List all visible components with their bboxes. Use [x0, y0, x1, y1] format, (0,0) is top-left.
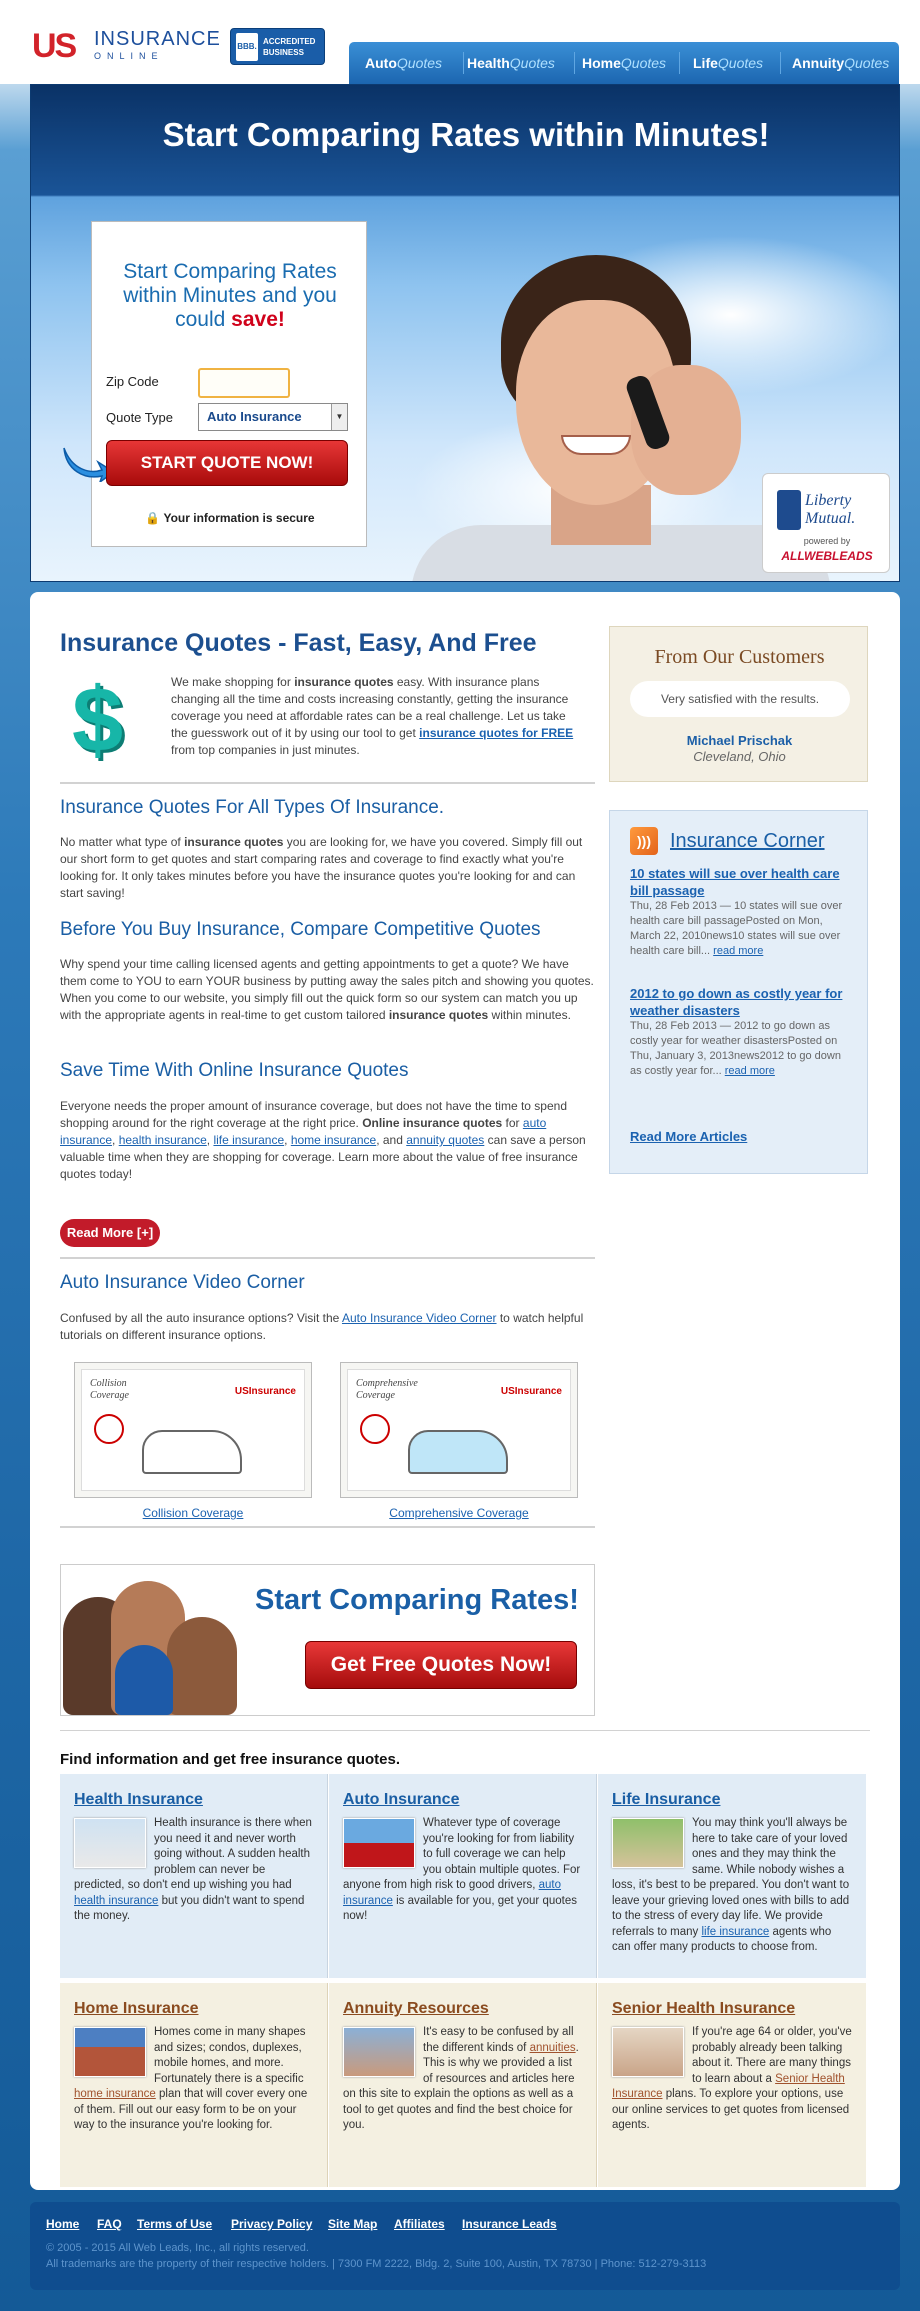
- footer-link-sitemap[interactable]: Site Map: [328, 2217, 378, 2231]
- grid-cell-annuity: Annuity Resources It's easy to be confused by all the different kinds of annuities. This is why we provided a list of resources and articles here on this site to explain the options as well as a tool to get quotes and find the best choice for you.: [329, 1983, 597, 2187]
- footer-link-home[interactable]: Home: [46, 2217, 80, 2231]
- annuities-inline-link[interactable]: annuities: [529, 2041, 576, 2054]
- article-item: [630, 865, 852, 959]
- footer-copyright: [46, 2240, 886, 2272]
- dollar-icon: $: [72, 669, 124, 771]
- intro-paragraph: We make shopping for insurance quotes easy. With insurance plans changing all the time and costs increasing constantly, getting the insurance coverage you need at affordable rates can be a real challenge. Let us take the guesswork out of it by using our tool to get insurance quotes for FREE from top companies in just minutes.: [171, 675, 574, 757]
- footer-link-privacy[interactable]: Privacy Policy: [231, 2217, 313, 2231]
- article-read-more[interactable]: read more: [724, 1065, 775, 1077]
- annuity-quotes-link[interactable]: annuity quotes: [406, 1133, 485, 1147]
- logo-us: US: [32, 27, 76, 65]
- nav-home-sub: Quotes: [620, 55, 667, 71]
- divider: [60, 1526, 595, 1528]
- nav-home-quotes[interactable]: [582, 42, 666, 84]
- site-footer: [30, 2202, 900, 2290]
- footer-link-affiliates[interactable]: Affiliates: [394, 2217, 445, 2231]
- quote-form: [91, 221, 367, 547]
- testimonial-city: Cleveland, Ohio: [693, 749, 786, 764]
- home-insurance-inline-link[interactable]: home insurance: [74, 2088, 156, 2100]
- auto-insurance-inline-link[interactable]: auto insurance: [343, 1879, 561, 1907]
- divider: [60, 1730, 870, 1731]
- nav-health-sub: Quotes: [509, 55, 555, 71]
- find-info-heading: Find information and get free insurance quotes.: [60, 1751, 401, 1768]
- page-title: Insurance Quotes - Fast, Easy, And Free: [60, 629, 537, 657]
- no-sign-icon: [94, 1414, 124, 1444]
- car-icon: [142, 1430, 242, 1474]
- nav-life-sub: Quotes: [717, 55, 764, 71]
- section-title: Before You Buy Insurance, Compare Competitive Quotes: [60, 919, 541, 940]
- logo-insurance: INSURANCE: [94, 28, 221, 50]
- bbb-text: ACCREDITED BUSINESS: [263, 37, 316, 57]
- nav-auto-sub: Quotes: [396, 55, 443, 71]
- nav-life-label: Life: [693, 55, 718, 71]
- grid-cell-auto: Auto Insurance Whatever type of coverage you're looking for from liability to full coverage we can help you obtain multiple quotes. For anyone from high risk to good drivers, auto insurance is available for you, get your quotes now!: [329, 1774, 597, 1978]
- no-sign-icon: [360, 1414, 390, 1444]
- life-insurance-link[interactable]: life insurance: [213, 1133, 285, 1147]
- footer-link-insurance-leads[interactable]: Insurance Leads: [462, 2217, 557, 2231]
- section-title: Save Time With Online Insurance Quotes: [60, 1060, 409, 1081]
- article-title-link[interactable]: 10 states will sue over health care bill passage: [630, 866, 840, 898]
- grid-cell-home: Home Insurance Homes come in many shapes and sizes; condos, duplexes, mobile homes, and more. Fortunately there is a specific home insurance plan that will cover every one of them. Fill out our easy form to be on your way to the insurance you're looking for.: [60, 1983, 328, 2187]
- auto-insurance-title[interactable]: Auto Insurance: [343, 1791, 460, 1808]
- logo-online: ONLINE: [94, 51, 164, 61]
- liberty-mutual-icon: [777, 490, 801, 530]
- insurance-corner-title[interactable]: Insurance Corner: [670, 830, 825, 852]
- video-corner-paragraph: Confused by all the auto insurance options? Visit the Auto Insurance Video Corner to watch helpful tutorials on different insurance options.: [60, 1311, 584, 1342]
- main-nav: [349, 42, 899, 84]
- partner-name: Liberty Mutual.: [805, 492, 856, 527]
- rss-icon[interactable]: ))): [630, 827, 658, 855]
- copyright-text: © 2005 - 2015 All Web Leads, Inc., all rights reserved.: [46, 2242, 309, 2254]
- quote-type-label: Quote Type: [106, 410, 173, 425]
- grid-cell-senior: Senior Health Insurance If you're age 64 or older, you've probably already been talking about it. There are many things to learn about a Senior Health Insurance plans. To explore your options, use our online services to get quotes from licensed agents.: [598, 1983, 866, 2187]
- seniors-image: [612, 2027, 684, 2077]
- save-highlight: save!: [231, 308, 285, 331]
- nav-annuity-label: Annuity: [792, 55, 845, 71]
- health-insurance-inline-link[interactable]: health insurance: [74, 1894, 159, 1907]
- section-paragraph: No matter what type of insurance quotes you are looking for, we have you covered. Simply fill out our short form to get quotes and start comparing rates and coverage to find exactly what you're looking for. It only takes minutes before you have the insurance quotes you're looking for and can start saving!: [60, 835, 583, 900]
- read-more-button[interactable]: Read More [+]: [60, 1219, 160, 1247]
- form-title: Start Comparing Rates within Minutes and you could save!: [123, 260, 337, 331]
- allwebleads-logo: ALLWEBLEADS: [781, 549, 873, 563]
- bbb-icon: BBB.: [236, 33, 258, 61]
- insurance-corner-box: [609, 810, 868, 1174]
- quote-type-select[interactable]: [198, 403, 348, 431]
- nav-home-label: Home: [582, 55, 621, 71]
- couple-image: [343, 2027, 415, 2077]
- article-excerpt: Thu, 28 Feb 2013 — 10 states will sue over health care bill passagePosted on Mon, March 22, 2010news10 states will sue over health care bill...: [630, 900, 843, 957]
- site-header: [0, 0, 920, 84]
- divider: [60, 1257, 595, 1259]
- testimonial-box: [609, 626, 868, 782]
- hero-banner: [30, 84, 900, 582]
- video-corner-title: Auto Insurance Video Corner: [60, 1272, 305, 1293]
- lock-icon: 🔒: [145, 511, 161, 525]
- secure-notice: 🔒 Your information is secure: [145, 511, 315, 525]
- life-insurance-title[interactable]: Life Insurance: [612, 1791, 721, 1808]
- nav-auto-quotes[interactable]: [365, 42, 442, 84]
- zip-code-label: Zip Code: [106, 374, 159, 389]
- testimonial-quote: Very satisfied with the results.: [630, 681, 850, 717]
- article-item: [630, 985, 852, 1079]
- thumb-heading: Comprehensive Coverage: [356, 1378, 418, 1401]
- testimonial-name: Michael Prischak: [686, 733, 793, 748]
- testimonial-title: From Our Customers: [654, 646, 825, 668]
- article-excerpt: Thu, 28 Feb 2013 — 2012 to go down as costly year for weather disastersPosted on Thu, January 3, 2013news2012 to go down as costly year for...: [630, 1020, 841, 1077]
- start-quote-button[interactable]: START QUOTE NOW!: [106, 440, 348, 486]
- nav-divider: [780, 52, 781, 74]
- thumb-logo: USInsurance: [500, 1386, 562, 1397]
- collision-video-thumbnail[interactable]: [74, 1362, 312, 1498]
- section-paragraph: Everyone needs the proper amount of insurance coverage, but does not have the time to spend shopping around for the right coverage at the right price. Online insurance quotes for auto insurance, health insurance, life insurance, home insurance, and annuity quotes can save a person valuable time when they are shopping for coverage. Learn more about the value of free insurance quotes today!: [60, 1099, 586, 1181]
- annuity-resources-title[interactable]: Annuity Resources: [343, 2000, 489, 2017]
- thumb-heading: Collision Coverage: [90, 1378, 129, 1401]
- nav-divider: [679, 52, 680, 74]
- article-title-link[interactable]: 2012 to go down as costly year for weather disasters: [630, 986, 843, 1018]
- nav-annuity-quotes[interactable]: [792, 42, 889, 84]
- nav-auto-label: Auto: [365, 55, 397, 71]
- bbb-badge[interactable]: [230, 28, 325, 65]
- section-title: Insurance Quotes For All Types Of Insurance.: [60, 797, 445, 818]
- family-image: [612, 1818, 684, 1868]
- cta-title: Start Comparing Rates!: [255, 1584, 579, 1616]
- collision-coverage-link[interactable]: Collision Coverage: [142, 1506, 244, 1520]
- comprehensive-coverage-link[interactable]: Comprehensive Coverage: [389, 1506, 529, 1520]
- footer-link-faq[interactable]: FAQ: [97, 2217, 122, 2231]
- video-corner-link[interactable]: Auto Insurance Video Corner: [341, 1311, 497, 1325]
- nav-annuity-sub: Quotes: [844, 55, 890, 71]
- grid-cell-life: Life Insurance You may think you'll always be here to take care of your loved ones and they may think the same. While nobody wishes a loss, it's best to be prepared. You don't want to leave your grieving loved ones with bills to add to the stress of every day life. We provide referrals to many life insurance agents who can offer many products to choose from.: [598, 1774, 866, 1978]
- powered-by-label: powered by: [803, 536, 851, 546]
- nav-health-label: Health: [467, 55, 510, 71]
- health-insurance-title[interactable]: Health Insurance: [74, 1791, 203, 1808]
- hero-title: Start Comparing Rates within Minutes!: [162, 116, 770, 153]
- home-insurance-title[interactable]: Home Insurance: [74, 2000, 199, 2017]
- cta-banner: [60, 1564, 595, 1716]
- health-insurance-link[interactable]: health insurance: [118, 1133, 207, 1147]
- family-photo: [63, 1579, 243, 1715]
- life-insurance-inline-link[interactable]: life insurance: [701, 1925, 770, 1938]
- divider: [60, 782, 595, 784]
- senior-health-title[interactable]: Senior Health Insurance: [612, 2000, 796, 2017]
- home-insurance-link[interactable]: home insurance: [290, 1133, 377, 1147]
- section-paragraph: Why spend your time calling licensed agents and getting appointments to get a quote? We have them come to YOU to earn YOUR business by putting away the sales pitch and showing you quotes. When you come to our website, you simply fill out the quick form so our system can match you up with the appropriate agents in real-time to get custom tailored insurance quotes within minutes.: [60, 957, 594, 1022]
- nav-divider: [574, 52, 575, 74]
- nav-health-quotes[interactable]: [467, 42, 555, 84]
- car-image: [343, 1818, 415, 1868]
- chevron-down-icon[interactable]: ▼: [331, 404, 347, 430]
- grid-cell-health: Health Insurance Health insurance is there when you need it and never worth going without. A sudden health problem can never be predicted, so don't end up wishing you had health insurance but you didn't want to spend the money.: [60, 1774, 328, 1978]
- senior-health-inline-link[interactable]: Senior Health Insurance: [612, 2072, 845, 2100]
- get-free-quotes-button[interactable]: Get Free Quotes Now!: [305, 1641, 577, 1689]
- trademark-text: All trademarks are the property of their respective holders. | 7300 FM 2222, Bldg. 2, Suite 100, Austin, TX 78730 | Phone: 512-279-3113: [46, 2258, 707, 2270]
- nav-life-quotes[interactable]: [693, 42, 763, 84]
- thumb-logo: USInsurance: [234, 1386, 296, 1397]
- quote-type-value: Auto Insurance: [207, 409, 302, 424]
- doctors-image: [74, 1818, 146, 1868]
- free-quotes-link[interactable]: insurance quotes for FREE: [419, 726, 574, 740]
- partner-badge: [762, 473, 890, 573]
- zip-code-input[interactable]: [198, 368, 290, 398]
- car-icon: [408, 1430, 508, 1474]
- article-read-more[interactable]: read more: [713, 945, 764, 957]
- comprehensive-video-thumbnail[interactable]: [340, 1362, 578, 1498]
- read-more-articles-link[interactable]: Read More Articles: [630, 1129, 748, 1144]
- main-content: [30, 592, 900, 2190]
- nav-divider: [463, 52, 464, 74]
- footer-link-terms[interactable]: Terms of Use: [137, 2217, 213, 2231]
- auto-insurance-link[interactable]: auto insurance: [60, 1116, 547, 1147]
- house-image: [74, 2027, 146, 2077]
